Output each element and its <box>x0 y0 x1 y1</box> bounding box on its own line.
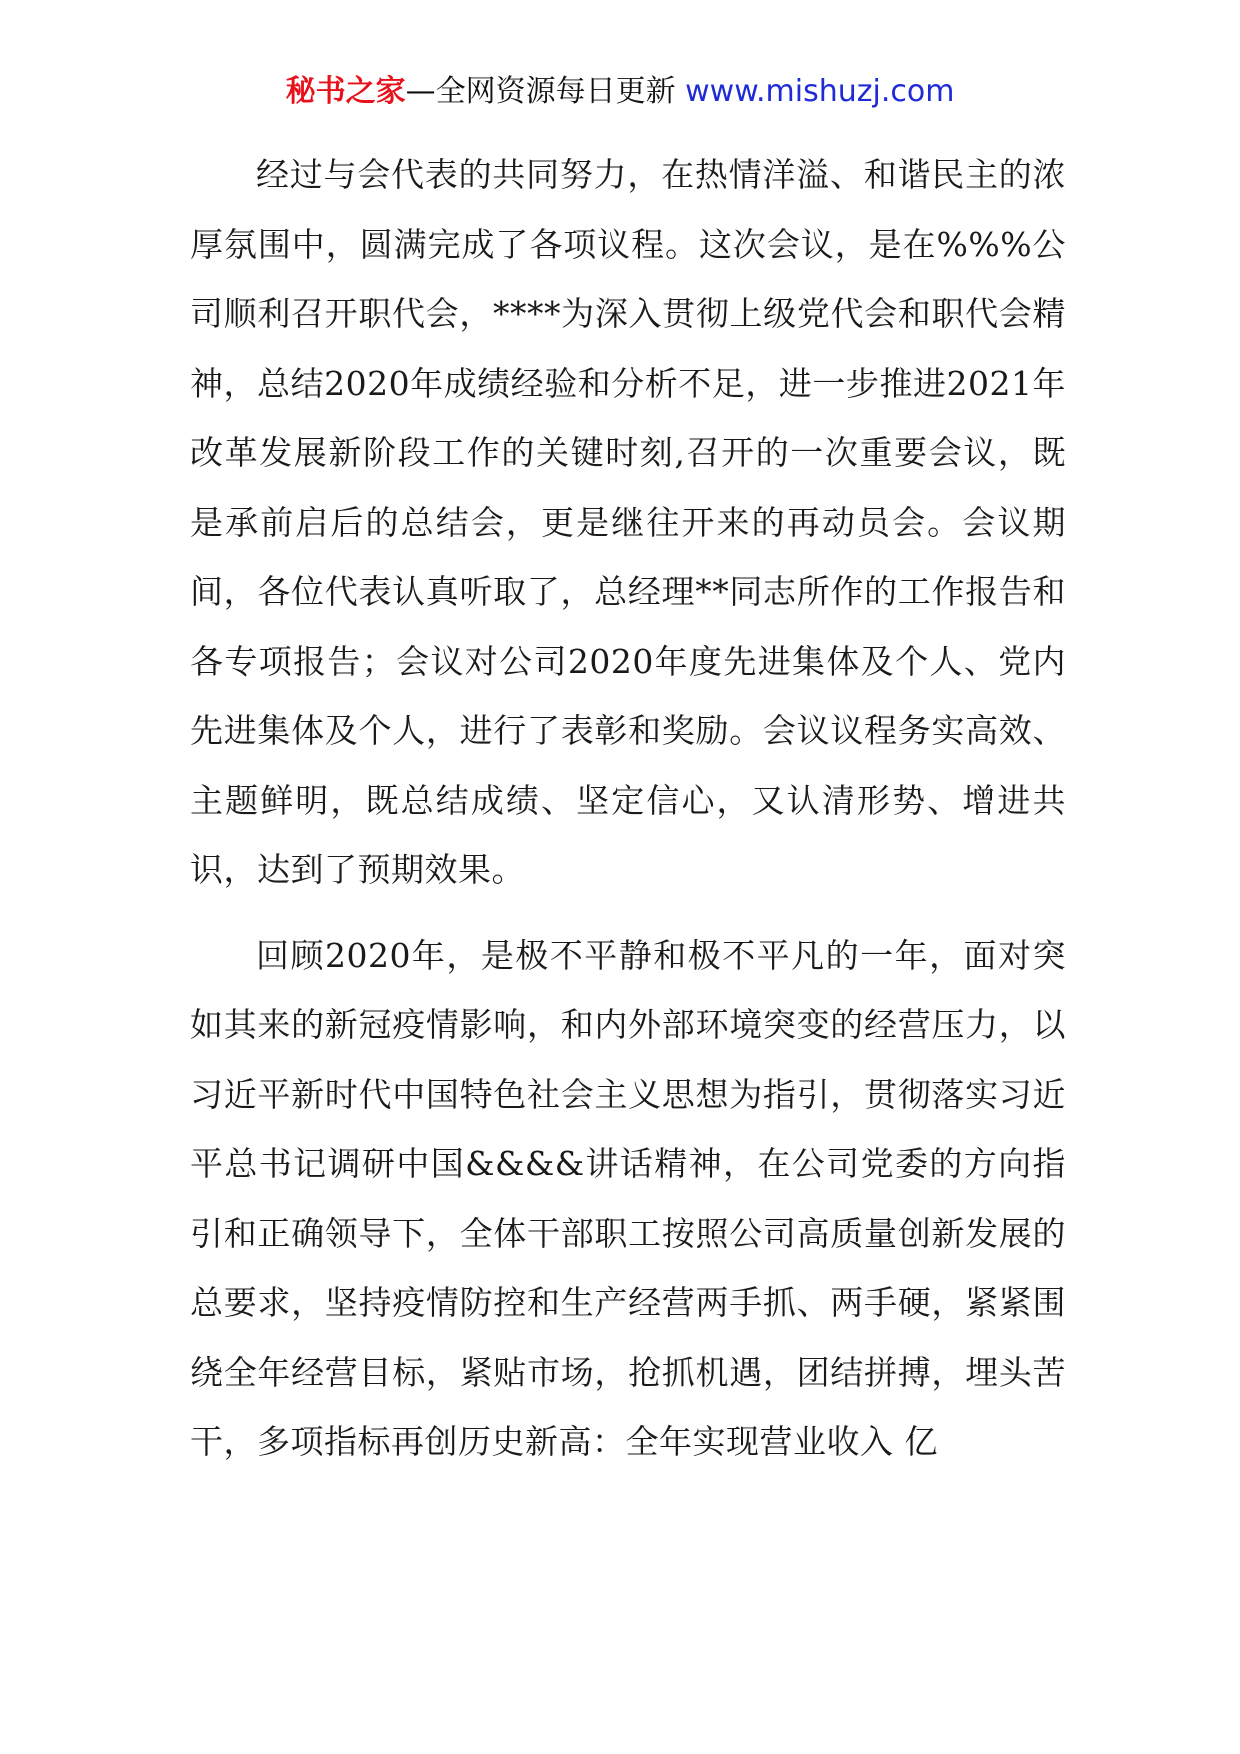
paragraph: 经过与会代表的共同努力，在热情洋溢、和谐民主的浓厚氛围中，圆满完成了各项议程。这次会议，是在%%%公司顺利召开职代会，****为深入贯彻上级党代会和职代会精神，总结2020年成绩经验和分析不足，进一步推进2021年改革发展新阶段工作的关键时刻,召开的一次重要会议，既是承前启后的总结会，更是继往开来的再动员会。会议期间，各位代表认真听取了，总经理**同志所作的工作报告和各专项报告；会议对公司2020年度先进集体及个人、党内先进集体及个人，进行了表彰和奖励。会议议程务实高效、主题鲜明，既总结成绩、坚定信心，又认清形势、增进共识，达到了预期效果。 <box>190 155 1066 889</box>
site-url-link[interactable]: www.mishuzj.com <box>685 74 955 109</box>
paragraph: 回顾2020年，是极不平静和极不平凡的一年，面对突如其来的新冠疫情影响，和内外部环境突变的经营压力，以习近平新时代中国特色社会主义思想为指引，贯彻落实习近平总书记调研中国&&&&讲话精神，在公司党委的方向指引和正确领导下，全体干部职工按照公司高质量创新发展的总要求，坚持疫情防控和生产经营两手抓、两手硬，紧紧围绕全年经营目标，紧贴市场，抢抓机遇，团结拼搏，埋头苦干，多项指标再创历史新高：全年实现营业收入 亿 <box>190 935 1066 1461</box>
document-body <box>190 140 1066 1477</box>
brand-name: 秘书之家 <box>285 74 406 109</box>
site-header <box>0 70 1240 114</box>
header-tagline: —全网资源每日更新 <box>405 74 676 109</box>
